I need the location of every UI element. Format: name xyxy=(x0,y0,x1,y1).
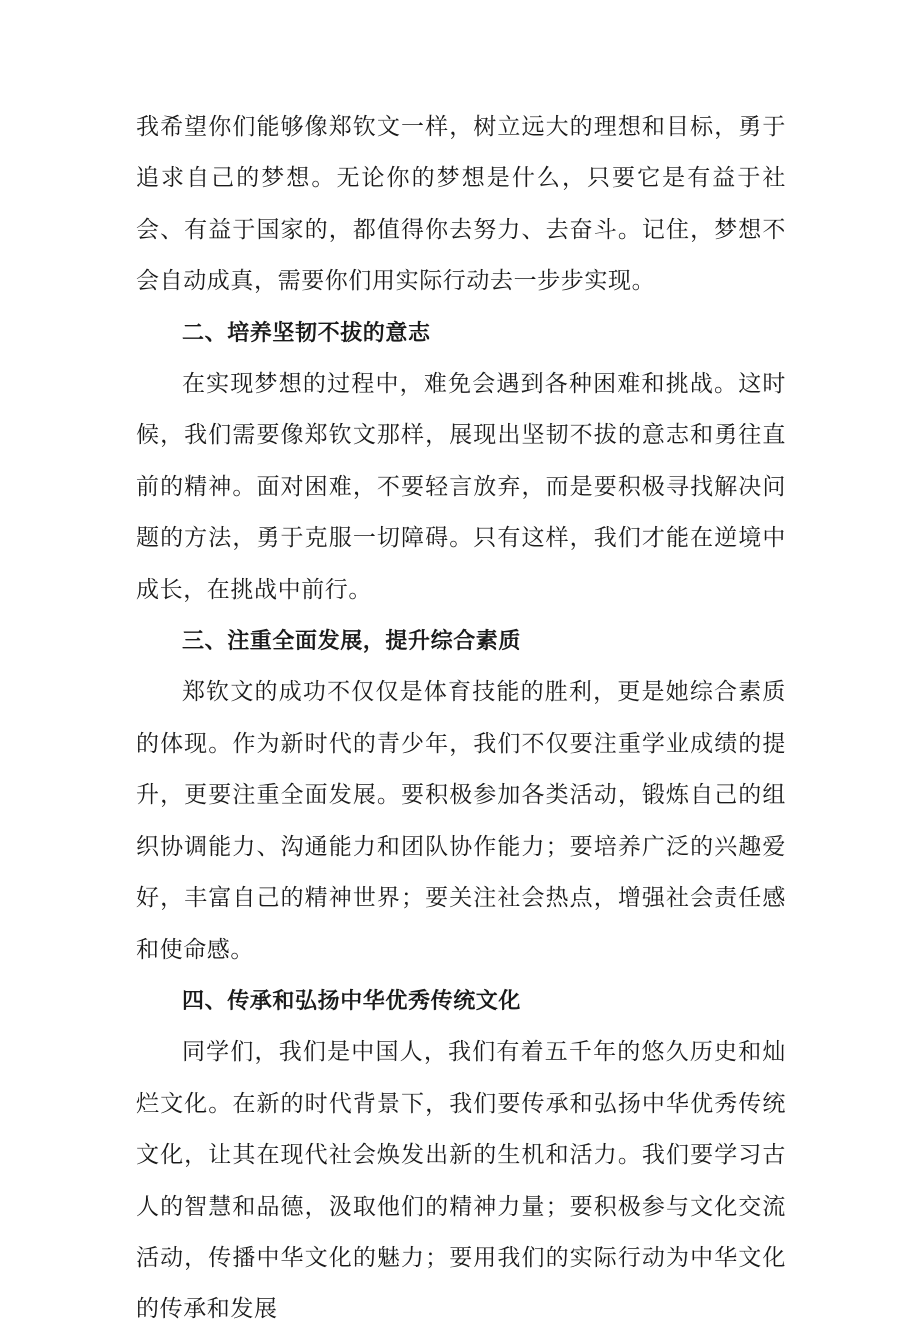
paragraph-willpower: 在实现梦想的过程中，难免会遇到各种困难和挑战。这时候，我们需要像郑钦文那样，展现出坚韧不拔的意志和勇往直前的精神。面对困难，不要轻言放弃，而是要积极寻找解决问题的方法，勇于克服一切障碍。只有这样，我们才能在逆境中成长，在挑战中前行。 xyxy=(136,371,786,603)
section-heading-2: 二、培养坚韧不拔的意志 xyxy=(182,320,431,346)
paragraph-culture: 同学们，我们是中国人，我们有着五千年的悠久历史和灿烂文化。在新的时代背景下，我们要传承和弘扬中华优秀传统文化，让其在现代社会焕发出新的生机和活力。我们要学习古人的智慧和品德，汲取他们的精神力量；要积极参与文化交流活动，传播中华文化的魅力；要用我们的实际行动为中华文化的传承和发展 xyxy=(136,1039,786,1323)
paragraph-development: 郑钦文的成功不仅仅是体育技能的胜利，更是她综合素质的体现。作为新时代的青少年，我们不仅要注重学业成绩的提升，更要注重全面发展。要积极参加各类活动，锻炼自己的组织协调能力、沟通能力和团队协作能力；要培养广泛的兴趣爱好，丰富自己的精神世界；要关注社会热点，增强社会责任感和使命感。 xyxy=(136,679,786,963)
paragraph-dream: 我希望你们能够像郑钦文一样，树立远大的理想和目标，勇于追求自己的梦想。无论你的梦想是什么，只要它是有益于社会、有益于国家的，都值得你去努力、去奋斗。记住，梦想不会自动成真，需要你们用实际行动去一步步实现。 xyxy=(136,114,786,295)
section-heading-4: 四、传承和弘扬中华优秀传统文化 xyxy=(182,988,522,1014)
document-body xyxy=(136,102,786,1336)
section-heading-3: 三、注重全面发展，提升综合素质 xyxy=(182,629,522,655)
